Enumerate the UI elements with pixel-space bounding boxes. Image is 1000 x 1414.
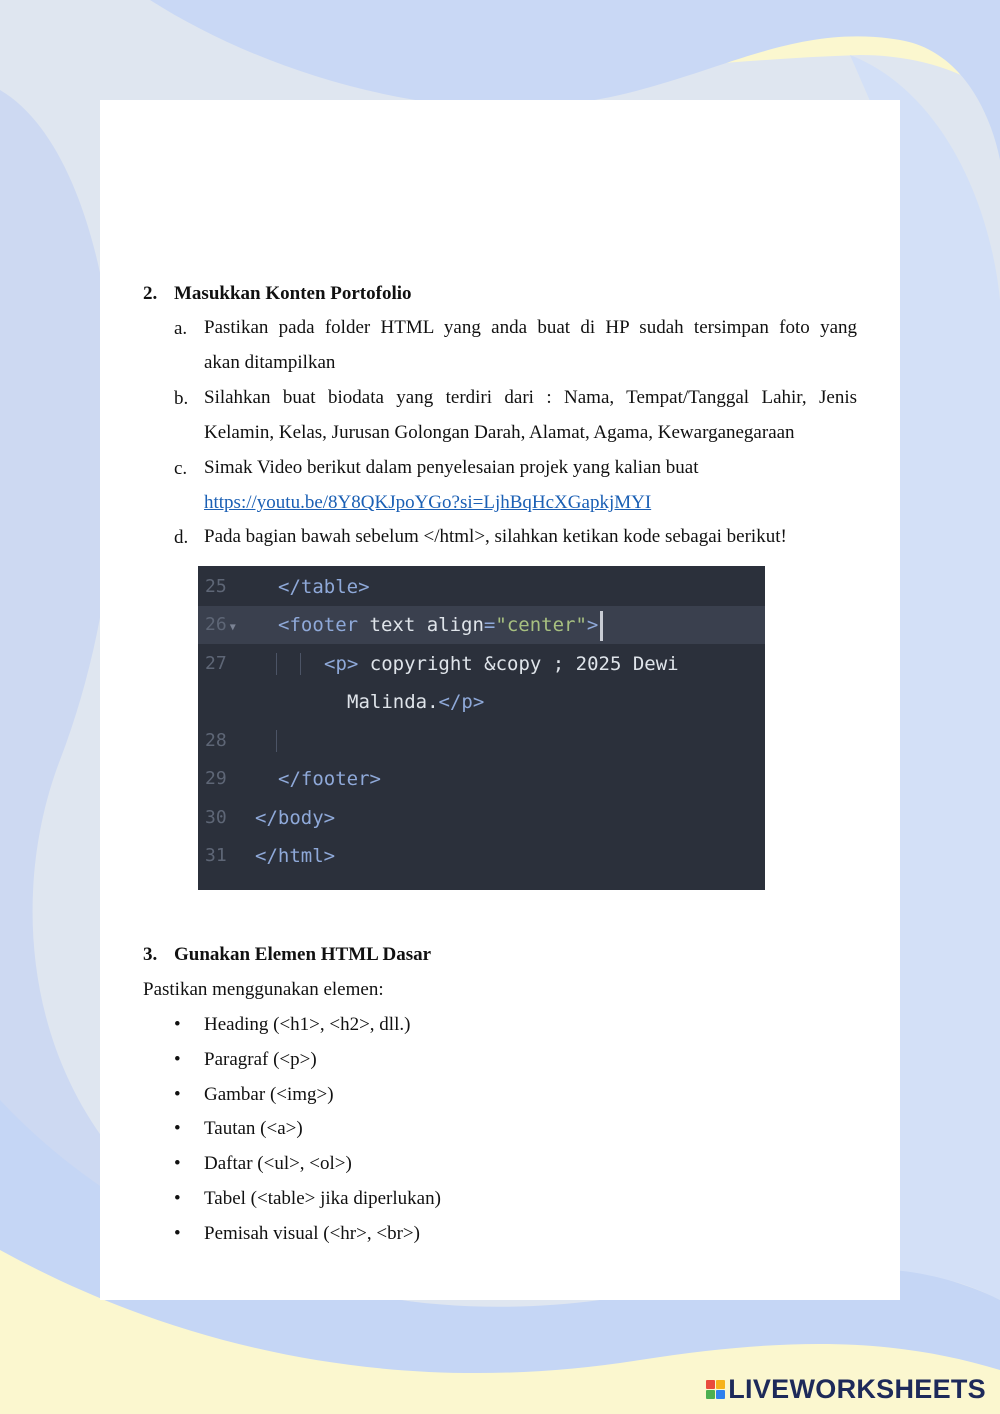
list-item: Heading (<h1>, <h2>, dll.)	[204, 1014, 411, 1035]
logo-text: LIVEWORKSHEETS	[728, 1373, 986, 1404]
line-number: 25	[205, 576, 227, 597]
code-token: Malinda.	[347, 691, 439, 713]
indent-guide	[300, 653, 301, 675]
line-number: 29	[205, 768, 227, 789]
code-token: </body>	[255, 807, 336, 829]
bullet-icon: •	[174, 1223, 181, 1244]
list-marker-a: a.	[174, 318, 188, 339]
list-item: Daftar (<ul>, <ol>)	[204, 1153, 352, 1174]
liveworksheets-logo[interactable]	[706, 1374, 986, 1404]
line-number: 27	[205, 653, 227, 674]
indent-guide	[276, 730, 277, 752]
section-2-title: Masukkan Konten Portofolio	[174, 283, 412, 304]
line-number: 28	[205, 730, 227, 751]
list-marker-d: d.	[174, 527, 189, 548]
line-number: 30	[205, 807, 227, 828]
code-token: </table>	[278, 576, 370, 598]
list-item: Tautan (<a>)	[204, 1118, 303, 1139]
section-2-number: 2.	[143, 283, 158, 304]
code-line-31	[198, 837, 765, 875]
item-d-line1: Pada bagian bawah sebelum </html>, silahkan ketikan kode sebagai berikut!	[204, 526, 787, 547]
code-token: </html>	[255, 845, 336, 867]
code-line-27	[198, 645, 765, 683]
code-line-25	[198, 568, 765, 606]
item-b-line1: Silahkan buat biodata yang terdiri dari : Nama, Tempat/Tanggal Lahir, Jenis	[204, 387, 857, 408]
item-a-line1: Pastikan pada folder HTML yang anda buat di HP sudah tersimpan foto yang	[204, 317, 857, 338]
youtube-link[interactable]: https://youtu.be/8Y8QKJpoYGo?si=LjhBqHcXGapkjMYI	[204, 492, 652, 513]
line-number: 26 ▼	[205, 614, 236, 635]
bullet-icon: •	[174, 1118, 181, 1139]
section-3-number: 3.	[143, 944, 158, 965]
code-token: "center"	[495, 614, 587, 636]
code-line-27-wrap	[198, 683, 765, 721]
code-token: </footer>	[278, 768, 381, 790]
item-a-line2: akan ditampilkan	[204, 352, 336, 373]
code-token: text align	[358, 614, 484, 636]
bullet-icon: •	[174, 1084, 181, 1105]
fold-arrow-icon: ▼	[229, 622, 236, 633]
code-token: >	[586, 614, 599, 636]
code-line-26	[198, 606, 765, 644]
list-marker-c: c.	[174, 458, 188, 479]
item-c-line1: Simak Video berikut dalam penyelesaian projek yang kalian buat	[204, 457, 699, 478]
bullet-icon: •	[174, 1188, 181, 1209]
list-item: Pemisah visual (<hr>, <br>)	[204, 1223, 420, 1244]
list-item: Tabel (<table> jika diperlukan)	[204, 1188, 441, 1209]
bullet-icon: •	[174, 1014, 181, 1035]
code-token: <p>	[324, 653, 359, 675]
bullet-icon: •	[174, 1153, 181, 1174]
indent-guide	[276, 653, 277, 675]
list-item: Gambar (<img>)	[204, 1084, 334, 1105]
list-marker-b: b.	[174, 388, 189, 409]
bullet-icon: •	[174, 1049, 181, 1070]
code-token: copyright &copy ; 2025 Dewi	[358, 653, 679, 675]
line-number: 31	[205, 845, 227, 866]
logo-grid-icon	[706, 1380, 725, 1399]
code-token: </p>	[438, 691, 485, 713]
code-line-28	[198, 722, 765, 760]
code-screenshot	[198, 566, 765, 890]
item-b-line2: Kelamin, Kelas, Jurusan Golongan Darah, Alamat, Agama, Kewarganegaraan	[204, 422, 795, 443]
list-item: Paragraf (<p>)	[204, 1049, 317, 1070]
code-token: <footer	[278, 614, 359, 636]
section-3-title: Gunakan Elemen HTML Dasar	[174, 944, 432, 965]
text-cursor	[600, 611, 603, 641]
section-3-intro: Pastikan menggunakan elemen:	[143, 979, 384, 1000]
code-line-30	[198, 799, 765, 837]
code-line-29	[198, 760, 765, 798]
code-token: =	[483, 614, 496, 636]
